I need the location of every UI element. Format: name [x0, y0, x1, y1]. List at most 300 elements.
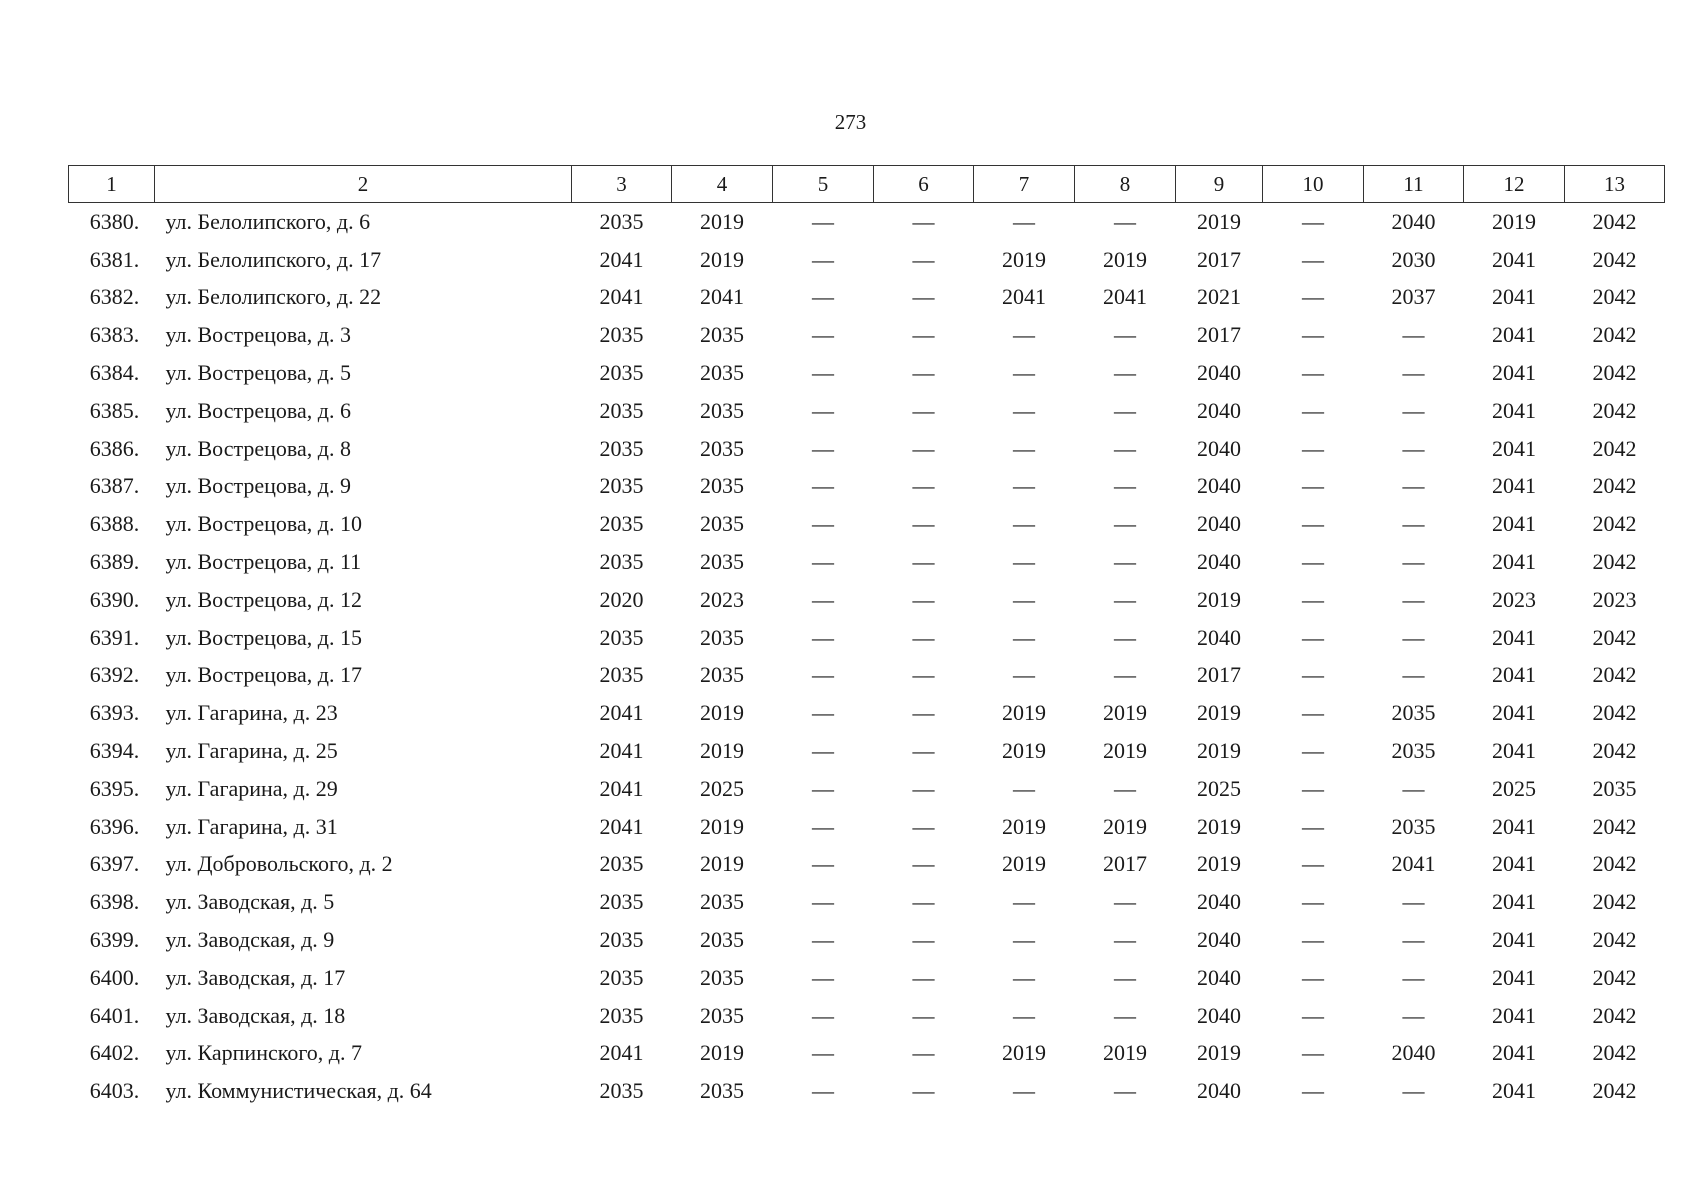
year-cell: —: [1402, 662, 1425, 688]
year-cell: —: [1114, 360, 1136, 386]
year-cell: 2042: [1592, 397, 1637, 423]
year-cell: —: [1402, 549, 1425, 575]
year-cell: 2017: [1197, 662, 1241, 688]
year-cell: —: [812, 813, 834, 839]
year-cell: —: [1013, 889, 1035, 915]
year-cell: 2040: [1197, 473, 1241, 499]
year-cell: 2041: [1492, 435, 1536, 461]
address-cell: ул. Вострецова, д. 17: [165, 662, 362, 688]
table-row: [69, 694, 1665, 732]
year-cell: 2042: [1592, 813, 1637, 839]
year-cell: —: [1114, 927, 1136, 953]
table-row: [69, 808, 1665, 846]
column-header-8: 8: [1075, 166, 1176, 203]
year-cell: —: [912, 586, 935, 612]
year-cell: —: [1402, 1078, 1425, 1104]
year-cell: —: [912, 662, 935, 688]
table-row: [69, 241, 1665, 279]
year-cell: 2040: [1197, 927, 1241, 953]
year-cell: 2035: [700, 1078, 744, 1104]
year-cell: —: [912, 738, 935, 764]
year-cell: 2040: [1197, 1078, 1241, 1104]
year-cell: —: [912, 700, 935, 726]
table-row: [69, 883, 1665, 921]
year-cell: —: [812, 662, 834, 688]
year-cell: 2019: [1197, 813, 1241, 839]
address-cell: ул. Белолипского, д. 17: [165, 246, 382, 272]
year-cell: —: [1302, 1078, 1324, 1104]
year-cell: —: [1114, 586, 1136, 612]
year-cell: 2042: [1592, 473, 1637, 499]
year-cell: —: [812, 851, 834, 877]
column-header-6: 6: [874, 166, 974, 203]
year-cell: —: [912, 813, 935, 839]
year-cell: —: [1302, 246, 1324, 272]
year-cell: —: [812, 549, 834, 575]
year-cell: 2040: [1197, 549, 1241, 575]
year-cell: 2035: [599, 322, 644, 348]
year-cell: —: [1302, 813, 1324, 839]
year-cell: 2040: [1197, 964, 1241, 990]
row-number: 6395.: [89, 775, 140, 801]
year-cell: 2035: [599, 435, 644, 461]
year-cell: 2019: [700, 700, 744, 726]
year-cell: 2035: [700, 662, 744, 688]
row-number: 6390.: [89, 586, 140, 612]
year-cell: —: [1302, 964, 1324, 990]
address-cell: ул. Вострецова, д. 10: [165, 511, 362, 537]
year-cell: 2040: [1197, 360, 1241, 386]
year-cell: 2042: [1592, 511, 1637, 537]
year-cell: 2041: [1492, 511, 1536, 537]
table-row: [69, 770, 1665, 808]
year-cell: —: [1402, 889, 1425, 915]
year-cell: 2019: [700, 738, 744, 764]
year-cell: 2042: [1592, 851, 1637, 877]
column-header-3: 3: [572, 166, 672, 203]
year-cell: —: [812, 889, 834, 915]
year-cell: 2020: [599, 586, 644, 612]
column-header-13: 13: [1565, 166, 1665, 203]
year-cell: —: [1302, 889, 1324, 915]
year-cell: 2042: [1592, 738, 1637, 764]
table-row: [69, 203, 1665, 241]
address-cell: ул. Заводская, д. 17: [165, 964, 346, 990]
year-cell: 2035: [599, 889, 644, 915]
year-cell: 2042: [1592, 549, 1637, 575]
year-cell: —: [1302, 284, 1324, 310]
year-cell: —: [1013, 360, 1035, 386]
column-header-7: 7: [974, 166, 1075, 203]
column-header-12: 12: [1464, 166, 1565, 203]
year-cell: 2035: [599, 851, 644, 877]
year-cell: 2035: [599, 511, 644, 537]
table-row: [69, 316, 1665, 354]
address-cell: ул. Вострецова, д. 3: [165, 322, 351, 348]
year-cell: —: [1302, 586, 1324, 612]
year-cell: 2041: [599, 284, 644, 310]
address-cell: ул. Вострецова, д. 9: [165, 473, 351, 499]
column-header-4: 4: [672, 166, 773, 203]
year-cell: 2042: [1592, 360, 1637, 386]
year-cell: 2042: [1592, 246, 1637, 272]
year-cell: 2042: [1592, 1078, 1637, 1104]
year-cell: —: [912, 964, 935, 990]
year-cell: —: [1013, 511, 1035, 537]
year-cell: 2019: [1103, 700, 1147, 726]
year-cell: 2035: [700, 473, 744, 499]
row-number: 6401.: [89, 1002, 140, 1028]
table-header-row: [69, 166, 1665, 203]
year-cell: —: [1302, 511, 1324, 537]
year-cell: 2037: [1391, 284, 1436, 310]
year-cell: 2040: [1197, 435, 1241, 461]
year-cell: 2040: [1197, 397, 1241, 423]
table-row: [69, 543, 1665, 581]
address-cell: ул. Белолипского, д. 22: [165, 284, 382, 310]
table-row: [69, 279, 1665, 317]
address-cell: ул. Вострецова, д. 8: [165, 435, 351, 461]
year-cell: —: [812, 964, 834, 990]
year-cell: 2019: [1197, 851, 1241, 877]
table-row: [69, 392, 1665, 430]
year-cell: 2035: [1391, 738, 1436, 764]
year-cell: —: [1013, 586, 1035, 612]
year-cell: —: [1013, 1078, 1035, 1104]
year-cell: —: [812, 775, 834, 801]
year-cell: —: [1114, 775, 1136, 801]
year-cell: —: [1302, 549, 1324, 575]
column-header-9: 9: [1176, 166, 1263, 203]
table-row: [69, 732, 1665, 770]
year-cell: 2019: [700, 1040, 744, 1066]
row-number: 6384.: [89, 360, 140, 386]
year-cell: 2019: [1002, 1040, 1046, 1066]
year-cell: 2042: [1592, 1040, 1637, 1066]
table-row: [69, 505, 1665, 543]
year-cell: —: [1114, 1002, 1136, 1028]
year-cell: —: [812, 700, 834, 726]
year-cell: 2025: [1197, 775, 1241, 801]
year-cell: —: [1402, 624, 1425, 650]
row-number: 6392.: [89, 662, 140, 688]
year-cell: —: [1114, 397, 1136, 423]
year-cell: —: [1402, 397, 1425, 423]
table-row: [69, 959, 1665, 997]
year-cell: 2035: [1391, 700, 1436, 726]
year-cell: —: [912, 246, 935, 272]
year-cell: —: [912, 511, 935, 537]
year-cell: 2040: [1197, 889, 1241, 915]
year-cell: 2042: [1592, 662, 1637, 688]
year-cell: 2019: [1197, 700, 1241, 726]
table-row: [69, 581, 1665, 619]
year-cell: 2042: [1592, 624, 1637, 650]
year-cell: 2023: [1492, 586, 1536, 612]
year-cell: —: [1302, 1040, 1324, 1066]
year-cell: 2041: [1492, 624, 1536, 650]
year-cell: —: [912, 284, 935, 310]
row-number: 6385.: [89, 397, 140, 423]
year-cell: 2019: [700, 208, 744, 234]
year-cell: 2041: [1492, 889, 1536, 915]
year-cell: 2041: [599, 738, 644, 764]
address-cell: ул. Вострецова, д. 12: [165, 586, 362, 612]
row-number: 6393.: [89, 700, 140, 726]
table-row: [69, 1035, 1665, 1073]
year-cell: —: [912, 1002, 935, 1028]
year-cell: —: [1013, 927, 1035, 953]
year-cell: —: [1402, 1002, 1425, 1028]
address-cell: ул. Вострецова, д. 6: [165, 397, 351, 423]
row-number: 6382.: [89, 284, 140, 310]
year-cell: 2035: [599, 662, 644, 688]
year-cell: —: [1013, 322, 1035, 348]
year-cell: —: [1114, 511, 1136, 537]
year-cell: 2019: [1197, 586, 1241, 612]
year-cell: 2042: [1592, 1002, 1637, 1028]
table-row: [69, 657, 1665, 695]
year-cell: 2042: [1592, 435, 1637, 461]
year-cell: 2021: [1197, 284, 1241, 310]
year-cell: 2035: [599, 1078, 644, 1104]
column-header-2: 2: [155, 166, 572, 203]
year-cell: 2041: [599, 246, 644, 272]
year-cell: 2041: [1492, 662, 1536, 688]
year-cell: 2035: [700, 624, 744, 650]
year-cell: 2041: [1492, 738, 1536, 764]
year-cell: 2019: [700, 813, 744, 839]
year-cell: 2041: [1002, 284, 1046, 310]
year-cell: 2025: [700, 775, 744, 801]
row-number: 6386.: [89, 435, 140, 461]
year-cell: —: [812, 1040, 834, 1066]
year-cell: —: [812, 284, 834, 310]
year-cell: 2035: [1391, 813, 1436, 839]
year-cell: —: [912, 360, 935, 386]
year-cell: 2040: [1197, 1002, 1241, 1028]
year-cell: —: [912, 397, 935, 423]
year-cell: —: [1114, 662, 1136, 688]
row-number: 6380.: [89, 208, 140, 234]
year-cell: 2042: [1592, 700, 1637, 726]
year-cell: 2035: [700, 360, 744, 386]
year-cell: —: [1013, 208, 1035, 234]
year-cell: 2025: [1492, 775, 1536, 801]
year-cell: —: [1114, 624, 1136, 650]
row-number: 6399.: [89, 927, 140, 953]
year-cell: 2041: [1492, 360, 1536, 386]
year-cell: —: [812, 435, 834, 461]
year-cell: 2041: [1391, 851, 1436, 877]
year-cell: 2041: [1492, 1040, 1536, 1066]
year-cell: —: [912, 208, 935, 234]
year-cell: —: [1402, 964, 1425, 990]
year-cell: 2019: [700, 851, 744, 877]
year-cell: 2019: [1103, 813, 1147, 839]
table-row: [69, 354, 1665, 392]
year-cell: 2042: [1592, 889, 1637, 915]
year-cell: —: [812, 208, 834, 234]
year-cell: —: [1402, 435, 1425, 461]
year-cell: 2042: [1592, 964, 1637, 990]
year-cell: 2042: [1592, 284, 1637, 310]
year-cell: —: [1302, 775, 1324, 801]
year-cell: —: [1114, 208, 1136, 234]
year-cell: 2035: [599, 624, 644, 650]
year-cell: 2017: [1197, 322, 1241, 348]
year-cell: —: [1114, 435, 1136, 461]
address-cell: ул. Вострецова, д. 15: [165, 624, 362, 650]
table-body: [69, 203, 1665, 1111]
year-cell: —: [1013, 1002, 1035, 1028]
year-cell: 2035: [599, 360, 644, 386]
row-number: 6389.: [89, 549, 140, 575]
year-cell: 2019: [1197, 1040, 1241, 1066]
year-cell: —: [1114, 473, 1136, 499]
table-row: [69, 430, 1665, 468]
row-number: 6398.: [89, 889, 140, 915]
year-cell: 2035: [599, 927, 644, 953]
table-row: [69, 1072, 1665, 1110]
year-cell: 2041: [1492, 397, 1536, 423]
table-row: [69, 997, 1665, 1035]
year-cell: —: [812, 473, 834, 499]
row-number: 6397.: [89, 851, 140, 877]
address-cell: ул. Гагарина, д. 25: [165, 738, 338, 764]
year-cell: —: [1402, 586, 1425, 612]
year-cell: —: [1302, 322, 1324, 348]
year-cell: 2030: [1391, 246, 1436, 272]
year-cell: —: [812, 360, 834, 386]
row-number: 6400.: [89, 964, 140, 990]
year-cell: —: [912, 322, 935, 348]
year-cell: 2041: [1103, 284, 1147, 310]
address-cell: ул. Гагарина, д. 31: [165, 813, 338, 839]
year-cell: 2035: [700, 889, 744, 915]
year-cell: 2035: [599, 473, 644, 499]
year-cell: —: [1013, 473, 1035, 499]
year-cell: 2023: [700, 586, 744, 612]
column-header-10: 10: [1263, 166, 1364, 203]
year-cell: 2019: [1103, 246, 1147, 272]
year-cell: 2041: [1492, 322, 1536, 348]
year-cell: —: [1302, 662, 1324, 688]
row-number: 6381.: [89, 246, 140, 272]
year-cell: —: [1302, 1002, 1324, 1028]
row-number: 6387.: [89, 473, 140, 499]
year-cell: —: [812, 511, 834, 537]
year-cell: 2035: [700, 927, 744, 953]
year-cell: 2041: [1492, 964, 1536, 990]
year-cell: —: [812, 927, 834, 953]
row-number: 6391.: [89, 624, 140, 650]
year-cell: 2041: [700, 284, 744, 310]
year-cell: —: [812, 322, 834, 348]
year-cell: —: [1013, 662, 1035, 688]
year-cell: —: [1013, 435, 1035, 461]
year-cell: 2019: [1002, 246, 1046, 272]
year-cell: —: [812, 246, 834, 272]
year-cell: 2041: [1492, 851, 1536, 877]
year-cell: 2019: [700, 246, 744, 272]
year-cell: —: [812, 397, 834, 423]
year-cell: —: [1402, 322, 1425, 348]
year-cell: 2017: [1103, 851, 1147, 877]
year-cell: 2035: [700, 435, 744, 461]
year-cell: —: [1402, 511, 1425, 537]
year-cell: —: [1114, 889, 1136, 915]
table-row: [69, 846, 1665, 884]
year-cell: —: [912, 927, 935, 953]
year-cell: —: [1302, 208, 1324, 234]
schedule-table: [68, 165, 1665, 1110]
year-cell: 2040: [1391, 1040, 1436, 1066]
row-number: 6394.: [89, 738, 140, 764]
row-number: 6396.: [89, 813, 140, 839]
address-cell: ул. Белолипского, д. 6: [165, 208, 371, 234]
year-cell: —: [1302, 435, 1324, 461]
address-cell: ул. Вострецова, д. 5: [165, 360, 351, 386]
year-cell: 2042: [1592, 322, 1637, 348]
year-cell: 2041: [599, 700, 644, 726]
year-cell: 2019: [1103, 738, 1147, 764]
row-number: 6388.: [89, 511, 140, 537]
year-cell: 2041: [1492, 1002, 1536, 1028]
year-cell: 2035: [599, 964, 644, 990]
address-cell: ул. Заводская, д. 9: [165, 927, 335, 953]
year-cell: —: [1302, 397, 1324, 423]
year-cell: 2035: [700, 549, 744, 575]
row-number: 6403.: [89, 1078, 140, 1104]
year-cell: —: [1302, 851, 1324, 877]
year-cell: 2035: [700, 964, 744, 990]
year-cell: —: [1013, 397, 1035, 423]
year-cell: —: [812, 1002, 834, 1028]
year-cell: 2019: [1197, 738, 1241, 764]
address-cell: ул. Вострецова, д. 11: [165, 549, 362, 575]
year-cell: 2019: [1002, 738, 1046, 764]
year-cell: 2041: [1492, 284, 1536, 310]
year-cell: —: [1013, 624, 1035, 650]
year-cell: 2035: [700, 397, 744, 423]
row-number: 6383.: [89, 322, 140, 348]
year-cell: —: [1302, 624, 1324, 650]
year-cell: 2041: [1492, 246, 1536, 272]
year-cell: —: [812, 586, 834, 612]
address-cell: ул. Карпинского, д. 7: [165, 1040, 362, 1066]
row-number: 6402.: [89, 1040, 140, 1066]
year-cell: —: [1114, 1078, 1136, 1104]
year-cell: —: [912, 549, 935, 575]
year-cell: —: [912, 851, 935, 877]
year-cell: 2041: [1492, 1078, 1536, 1104]
address-cell: ул. Коммунистическая, д. 64: [165, 1078, 432, 1104]
year-cell: —: [912, 1040, 935, 1066]
year-cell: —: [912, 435, 935, 461]
year-cell: 2019: [1002, 813, 1046, 839]
year-cell: 2041: [1492, 927, 1536, 953]
year-cell: 2019: [1002, 851, 1046, 877]
year-cell: 2035: [700, 1002, 744, 1028]
year-cell: 2035: [1592, 775, 1637, 801]
year-cell: —: [1402, 473, 1425, 499]
address-cell: ул. Заводская, д. 18: [165, 1002, 346, 1028]
table-row: [69, 468, 1665, 506]
year-cell: —: [1114, 322, 1136, 348]
address-cell: ул. Гагарина, д. 23: [165, 700, 338, 726]
year-cell: 2035: [599, 208, 644, 234]
